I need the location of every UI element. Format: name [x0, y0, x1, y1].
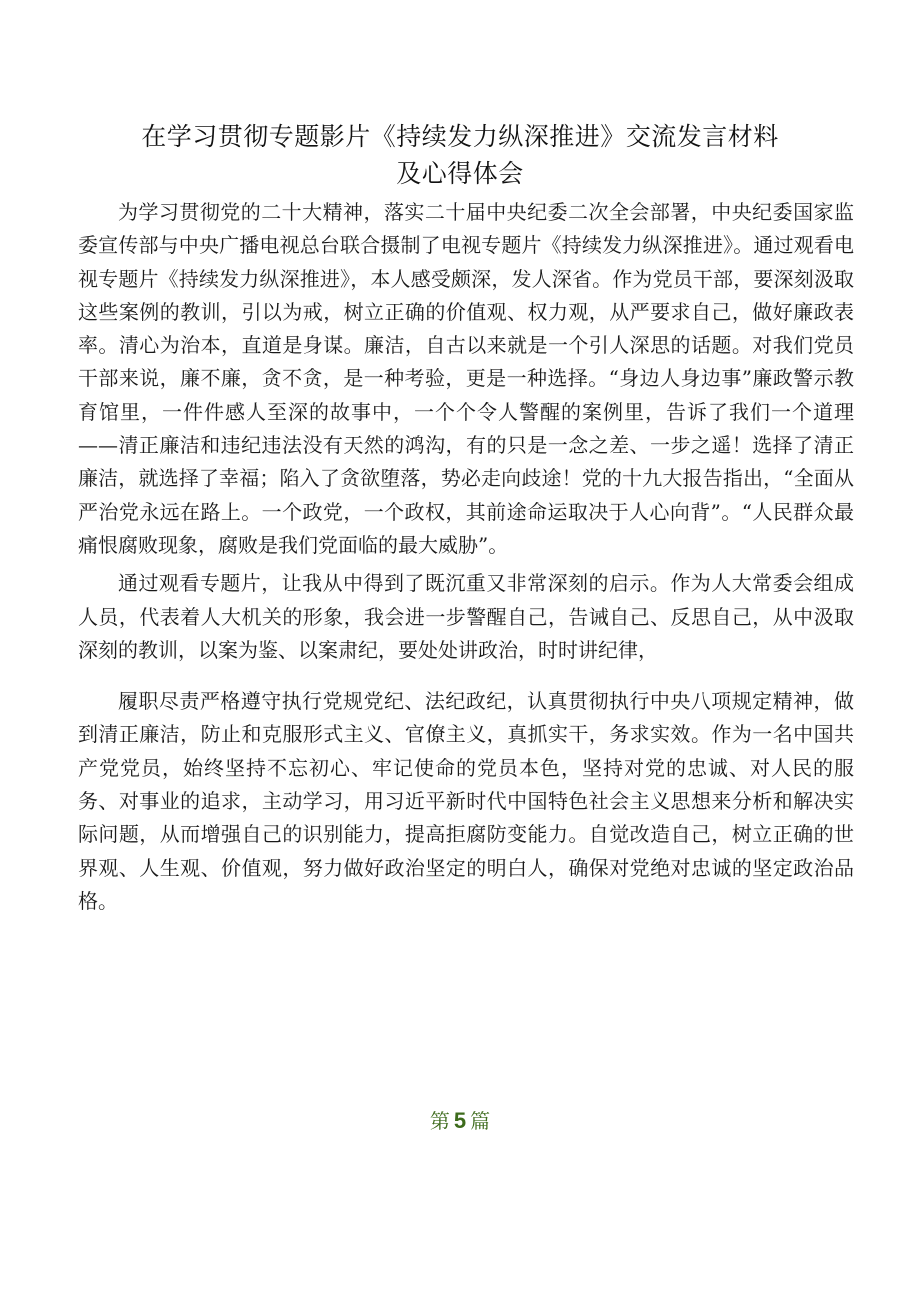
- section-heading-suffix: 篇: [470, 1109, 491, 1133]
- paragraph: 履职尽责严格遵守执行党规党纪、法纪政纪，认真贯彻执行中央八项规定精神，做到清正廉洁，防止和克服形式主义、官僚主义，真抓实干，务求实效。作为一名中国共产党党员，始终坚持不忘初心、牢记使命的党员本色，坚持对党的忠诚、对人民的服务、对事业的追求，主动学习，用习近平新时代中国特色社会主义思想来分析和解决实际问题，从而增强自己的识别能力，提高拒腐防变能力。自觉改造自己，树立正确的世界观、人生观、价值观，努力做好政治坚定的明白人，确保对党绝对忠诚的坚定政治品格。: [78, 689, 854, 913]
- section-heading: [0, 1105, 920, 1134]
- section-heading-number: 5: [453, 1108, 467, 1133]
- document-title-line-2: 及心得体会: [396, 159, 524, 188]
- document-title-line-1: 在学习贯彻专题影片《持续发力纵深推进》交流发言材料: [141, 122, 779, 151]
- paragraph: 通过观看专题片，让我从中得到了既沉重又非常深刻的启示。作为人大常委会组成人员，代表着人大机关的形象，我会进一步警醒自己，告诫自己、反思自己，从中汲取深刻的教训，以案为鉴、以案肃纪，要处处讲政治，时时讲纪律，: [78, 571, 854, 662]
- paragraph: 为学习贯彻党的二十大精神，落实二十届中央纪委二次全会部署，中央纪委国家监委宣传部与中央广播电视总台联合摄制了电视专题片《持续发力纵深推进》。通过观看电视专题片《持续发力纵深推进》，本人感受颇深，发人深省。作为党员干部，要深刻汲取这些案例的教训，引以为戒，树立正确的价值观、权力观，从严要求自己，做好廉政表率。清心为治本，直道是身谋。廉洁，自古以来就是一个引人深思的话题。对我们党员干部来说，廉不廉，贪不贪，是一种考验，更是一种选择。“身边人身边事”廉政警示教育馆里，一件件感人至深的故事中，一个个令人警醒的案例里，告诉了我们一个道理——清正廉洁和违纪违法没有天然的鸿沟，有的只是一念之差、一步之遥！选择了清正廉洁，就选择了幸福；陷入了贪欲堕落，势必走向歧途！党的十九大报告指出，“全面从严治党永远在路上。一个政党，一个政权，其前途命运取决于人心向背”。“人民群众最痛恨腐败现象，腐败是我们党面临的最大威胁”。: [78, 200, 854, 557]
- document-body: [78, 196, 854, 918]
- section-heading-prefix: 第: [429, 1109, 450, 1133]
